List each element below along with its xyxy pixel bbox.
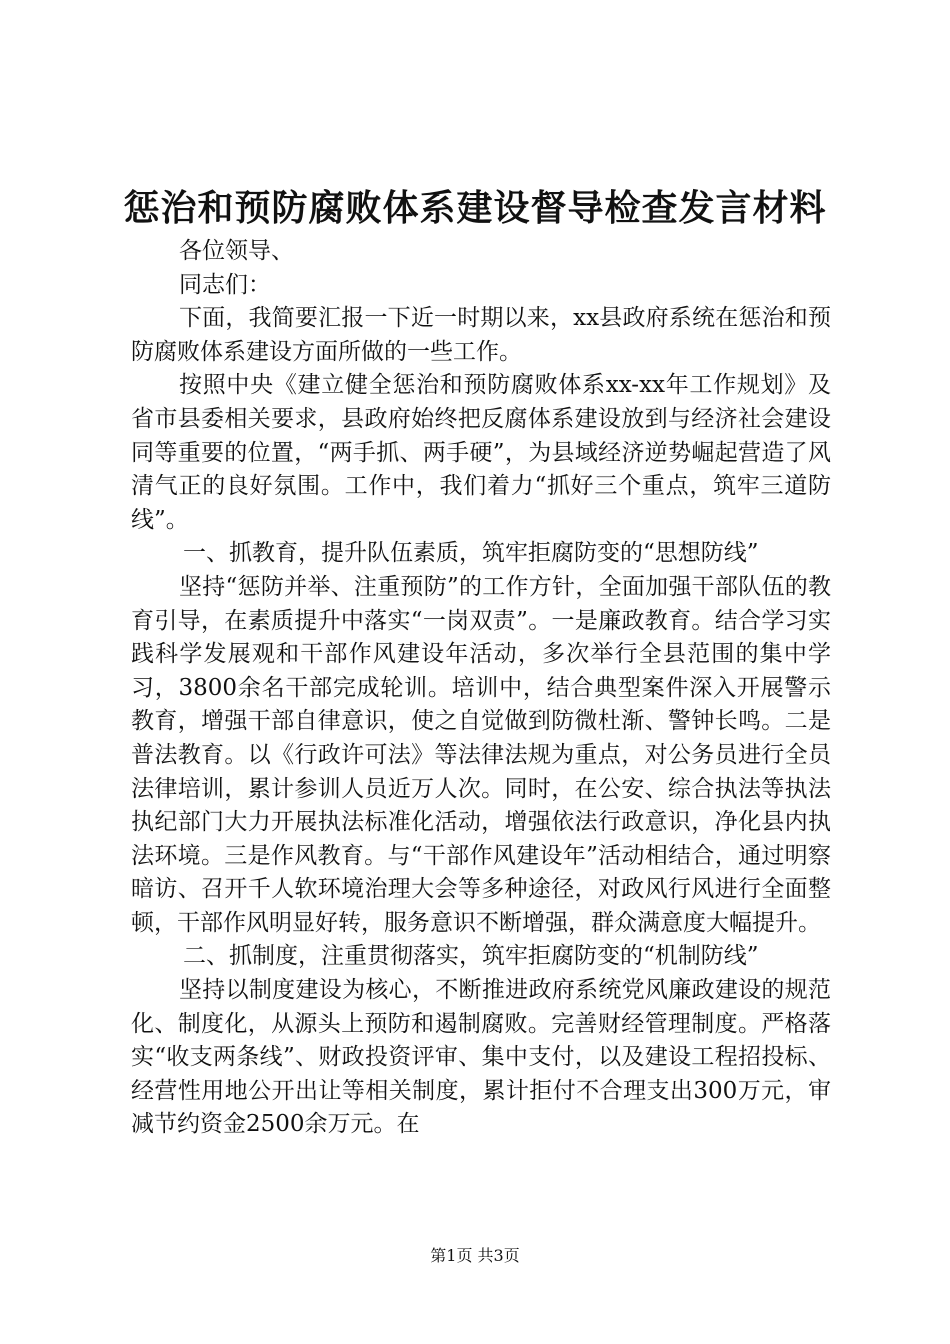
- section-heading: 二、抓制度，注重贯彻落实，筑牢拒腐防变的“机制防线”: [183, 943, 759, 970]
- page-number-footer: 第1页 共3页: [430, 1246, 520, 1265]
- body-paragraph: 下面，我简要汇报一下近一时期以来，xx县政府系统在惩治和预防腐败体系建设方面所做的一些工作。: [131, 305, 831, 365]
- salutation-line: 同志们：: [179, 271, 271, 298]
- body-paragraph: 坚持“惩防并举、注重预防”的工作方针，全面加强干部队伍的教育引导，在素质提升中落实“一岗双责”。一是廉政教育。结合学习实践科学发展观和干部作风建设年活动，多次举行全县范围的集中学习，3800余名干部完成轮训。培训中，结合典型案件深入开展警示教育，增强干部自律意识，使之自觉做到防微杜渐、警钟长鸣。二是普法教育。以《行政许可法》等法律法规为重点，对公务员进行全员法律培训，累计参训人员近万人次。同时，在公安、综合执法等执法执纪部门大力开展执法标准化活动，增强依法行政意识，净化县内执法环境。三是作风教育。与“干部作风建设年”活动相结合，通过明察暗访、召开千人软环境治理大会等多种途径，对政风行风进行全面整顿，干部作风明显好转，服务意识不断增强，群众满意度大幅提升。: [131, 573, 831, 936]
- salutation-line: 各位领导、: [179, 238, 294, 264]
- body-paragraph: 按照中央《建立健全惩治和预防腐败体系xx-xx年工作规划》及省市县委相关要求，县政府始终把反腐体系建设放到与经济社会建设同等重要的位置，“两手抓、两手硬”，为县域经济逆势崛起营造了风清气正的良好氛围。工作中，我们着力“抓好三个重点，筑牢三道防线”。: [131, 372, 831, 533]
- document-title: 惩治和预防腐败体系建设督导检查发言材料: [123, 187, 827, 229]
- body-paragraph: 坚持以制度建设为核心，不断推进政府系统党风廉政建设的规范化、制度化，从源头上预防和遏制腐败。完善财经管理制度。严格落实“收支两条线”、财政投资评审、集中支付，以及建设工程招投标、经营性用地公开出让等相关制度，累计拒付不合理支出300万元，审减节约资金2500余万元。在: [131, 977, 831, 1138]
- document-body: [131, 235, 831, 1142]
- section-heading: 一、抓教育，提升队伍素质，筑牢拒腐防变的“思想防线”: [183, 540, 759, 567]
